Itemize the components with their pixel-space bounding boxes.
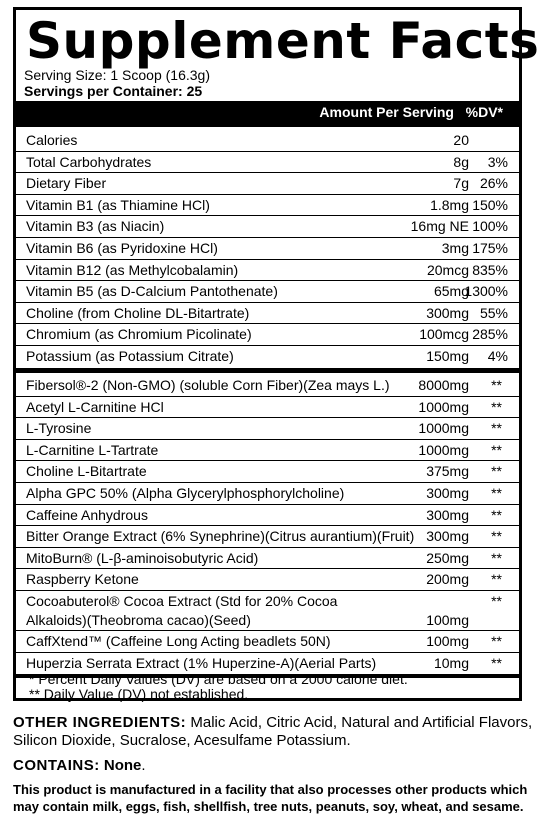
nutrient-dv: 835% [472,261,508,278]
table-row [16,504,519,526]
facility-statement: This product is manufactured in a facility that also processes other products which may contain milk, eggs, fish, shellfish, tree nuts, peanuts, soy, wheat, and sesame. [13,782,528,814]
column-header-bar [16,101,519,123]
nutrient-dv: ** [491,593,502,609]
table-row [16,439,519,461]
nutrient-amount: 100mg [426,612,469,628]
nutrient-amount: 10mg [433,654,469,671]
nutrient-name-line2: Alkaloids)(Theobroma cacao)(Seed) [26,612,251,628]
table-row [16,396,519,418]
nutrient-amount: 65mg [433,283,469,300]
nutrient-dv: ** [491,398,502,415]
servings-per-container: Servings per Container: 25 [24,83,203,99]
table-row [16,302,519,324]
nutrient-amount: 100mg [426,633,469,649]
amount-per-serving-header: Amount Per Serving [319,104,454,120]
nutrient-dv: ** [491,571,502,588]
nutrient-dv: ** [491,549,502,566]
table-row [16,460,519,482]
nutrient-dv: 150% [472,196,508,213]
nutrient-name: Potassium (as Potassium Citrate) [26,348,234,364]
nutrient-amount: 8g [453,153,469,170]
table-row [16,417,519,439]
table-row [16,345,519,367]
nutrient-dv: ** [491,654,502,671]
table-row [16,568,519,590]
nutrient-name: Chromium (as Chromium Picolinate) [26,326,252,343]
nutrient-dv: 1300% [464,283,508,300]
nutrient-name: Acetyl L-Carnitine HCl [26,398,164,415]
table-row [16,129,519,151]
nutrient-dv: ** [491,485,502,501]
nutrient-amount: 300mg [426,485,469,501]
nutrient-name: Alpha GPC 50% (Alpha Glycerylphosphorylcholine) [26,485,345,501]
contains-label: CONTAINS: [13,757,100,774]
nutrient-amount: 200mg [426,571,469,588]
nutrient-name: Choline (from Choline DL-Bitartrate) [26,304,250,321]
nutrient-name: Total Carbohydrates [26,153,152,170]
nutrient-name: Vitamin B6 (as Pyridoxine HCl) [26,240,218,256]
nutrient-dv: ** [491,377,502,393]
nutrient-amount: 300mg [426,528,469,545]
table-row [16,237,519,259]
panel-title: Supplement Facts [26,12,540,70]
nutrient-name: Bitter Orange Extract (6% Synephrine)(Citrus aurantium)(Fruit) [26,528,415,545]
table-row [16,151,519,173]
table-row [16,280,519,302]
nutrient-name: Huperzia Serrata Extract (1% Huperzine-A)(Aerial Parts) [26,654,377,671]
table-row [16,194,519,216]
nutrient-name: Caffeine Anhydrous [26,506,148,523]
nutrient-dv: 100% [472,218,508,235]
nutrient-name: Fibersol®-2 (Non-GMO) (soluble Corn Fiber)(Zea mays L.) [26,377,390,393]
nutrient-amount: 100mcg [419,326,469,343]
nutrient-amount: 8000mg [418,377,469,393]
nutrient-amount: 150mg [426,348,469,364]
other-ingredients-text: Malic Acid, Citric Acid, Natural and Artificial Flavors, Silicon Dioxide, Sucralose, Acesulfame Potassium. [13,714,533,749]
nutrient-dv: 4% [487,348,508,364]
nutrient-amount: 1000mg [418,420,469,437]
nutrient-dv: ** [491,441,502,458]
dv-header: %DV* [465,104,503,120]
table-row [16,525,519,547]
nutrient-amount: 1000mg [418,441,469,458]
table-row [16,374,519,396]
nutrient-dv: ** [491,463,502,480]
nutrient-amount: 1000mg [418,398,469,415]
nutrient-amount: 300mg [426,304,469,321]
contains-statement [13,757,146,775]
other-ingredients [13,714,533,750]
nutrient-name: Dietary Fiber [26,175,107,192]
nutrient-dv: ** [491,420,502,437]
nutrient-name: Vitamin B12 (as Methylcobalamin) [26,261,239,278]
nutrient-name: Vitamin B5 (as D-Calcium Pantothenate) [26,283,278,300]
table-row [16,259,519,281]
nutrient-name: Choline L-Bitartrate [26,463,147,480]
nutrient-dv: ** [491,528,502,545]
section-divider [16,368,519,373]
nutrient-dv: 285% [472,326,508,343]
nutrient-dv: ** [491,506,502,523]
supplement-facts-panel [13,7,540,702]
nutrient-name: Calories [26,132,78,148]
nutrient-amount: 7g [453,175,469,192]
contains-period: . [141,757,146,774]
nutrient-name: L-Tyrosine [26,420,92,437]
serving-size: Serving Size: 1 Scoop (16.3g) [24,67,210,83]
nutrient-name: Vitamin B1 (as Thiamine HCl) [26,196,210,213]
nutrient-dv: 26% [479,175,508,192]
nutrient-name: Vitamin B3 (as Niacin) [26,218,165,235]
nutrient-name: Cocoabuterol® Cocoa Extract (Std for 20% Cocoa [26,593,338,609]
nutrient-amount: 250mg [426,549,469,566]
nutrient-amount: 16mg NE [410,218,469,235]
footnote-not-established: ** Daily Value (DV) not established. [29,686,249,702]
nutrient-dv: 175% [472,240,508,256]
table-row [16,630,519,652]
nutrient-dv: 55% [479,304,508,321]
table-row [16,172,519,194]
nutrient-name: L-Carnitine L-Tartrate [26,441,159,458]
section-divider [16,123,519,127]
nutrient-amount: 375mg [426,463,469,480]
contains-value: None [103,757,142,774]
table-row [16,215,519,237]
table-row [16,590,519,630]
nutrient-amount: 1.8mg [430,196,469,213]
table-row [16,482,519,504]
nutrient-dv: ** [491,633,502,649]
table-row [16,323,519,345]
table-row [16,652,519,674]
nutrient-amount: 300mg [426,506,469,523]
nutrient-name: MitoBurn® (L-β-aminoisobutyric Acid) [26,549,259,566]
footnote-dv: * Percent Daily Values (DV) are based on a 2000 calorie diet. [29,671,408,687]
nutrient-name: CaffXtend™ (Caffeine Long Acting beadlets 50N) [26,633,331,649]
nutrient-name: Raspberry Ketone [26,571,139,588]
nutrient-amount: 20mcg [426,261,469,278]
table-row [16,547,519,569]
nutrient-amount: 20 [453,132,469,148]
other-ingredients-label: OTHER INGREDIENTS: [13,714,187,731]
nutrient-dv: 3% [487,153,508,170]
nutrient-amount: 3mg [441,240,469,256]
